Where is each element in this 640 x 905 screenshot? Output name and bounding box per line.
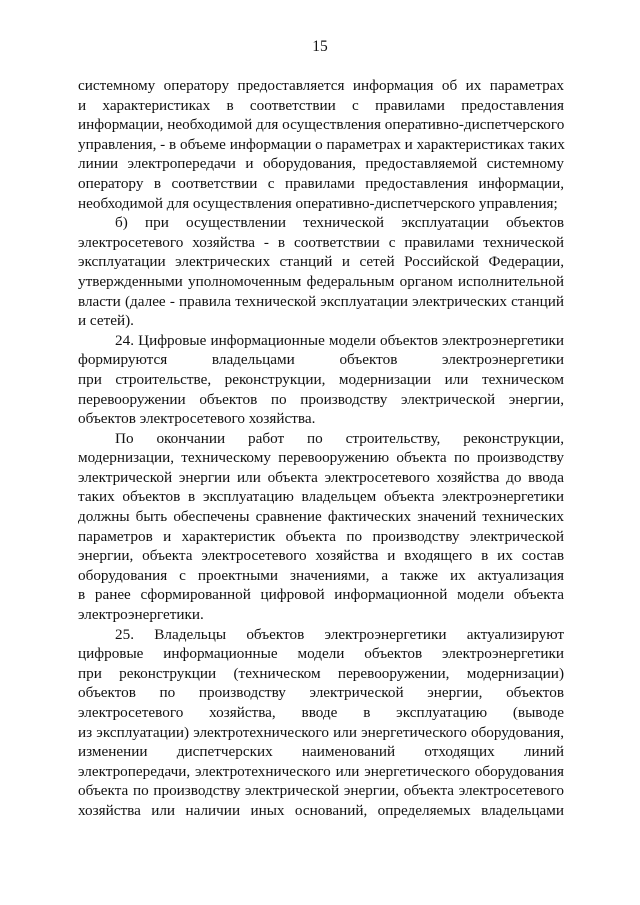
text-line: электросетевого хозяйства - в соответствии с правилами технической <box>78 233 564 251</box>
text-line: при строительстве, реконструкции, модернизации или техническом <box>78 370 564 388</box>
text-line: необходимой для осуществления оперативно-диспетчерского управления; <box>78 194 558 212</box>
text-line: и характеристиках в соответствии с правилами предоставления <box>78 96 564 114</box>
text-line: электрической энергии или объекта электросетевого хозяйства до ввода <box>78 468 564 486</box>
text-line: оператору в соответствии с правилами предоставления информации, <box>78 174 564 192</box>
text-line: цифровые информационные модели объектов электроэнергетики <box>78 645 564 663</box>
text-line: формируются владельцами объектов электроэнергетики <box>78 351 564 369</box>
text-line: объектов электросетевого хозяйства. <box>78 410 316 428</box>
text-line: электросетевого хозяйства, вводе в эксплуатацию (выводе <box>78 704 564 721</box>
text-line: По окончании работ по строительству, реконструкции, <box>115 429 564 447</box>
text-line: эксплуатации электрических станций и сетей Российской Федерации, <box>78 253 564 271</box>
text-line: объектов по производству электрической энергии, объектов <box>78 684 564 702</box>
text-line: 24. Цифровые информационные модели объектов электроэнергетики <box>115 331 564 349</box>
text-line: управления, - в объеме информации о параметрах и характеристиках таких <box>78 135 565 153</box>
text-line: изменении диспетчерских наименований отходящих линий <box>78 743 564 761</box>
text-line: в ранее сформированной цифровой информационной модели объекта <box>78 586 564 604</box>
text-line: параметров и характеристик объекта по производству электрической <box>78 527 564 545</box>
text-line: энергии, объекта электросетевого хозяйства и входящего в их состав <box>78 547 564 565</box>
text-line: и сетей). <box>78 312 134 330</box>
text-line: при реконструкции (техническом перевооружении, модернизации) <box>78 664 564 682</box>
text-line: из эксплуатации) электротехнического или энергетического оборудования, <box>78 723 564 741</box>
text-line: системному оператору предоставляется информация об их параметрах <box>78 77 564 94</box>
text-line: б) при осуществлении технической эксплуатации объектов <box>115 214 564 232</box>
text-line: линии электропередачи и оборудования, предоставляемой системному <box>78 155 564 173</box>
text-line: информации, необходимой для осуществления оперативно-диспетчерского <box>78 116 565 134</box>
text-line: электропередачи, электротехнического или энергетического оборудования <box>78 762 564 780</box>
text-line: модернизации, техническому перевооружению объекта по производству <box>78 449 564 467</box>
text-line: хозяйства или наличии иных оснований, определяемых владельцами <box>78 801 564 819</box>
text-line: объекта по производству электрической энергии, объекта электросетевого <box>78 782 564 800</box>
text-line: перевооружении объектов по производству электрической энергии, <box>78 390 564 408</box>
text-line: утвержденными уполномоченным федеральным органом исполнительной <box>78 272 564 290</box>
page-number: 15 <box>312 38 328 55</box>
document-body <box>78 76 564 821</box>
text-line: электроэнергетики. <box>78 606 204 624</box>
text-line: таких объектов в эксплуатацию владельцем объекта электроэнергетики <box>78 488 564 506</box>
text-line: должны быть обеспечены сравнение фактических значений технических <box>78 508 564 526</box>
text-line: власти (далее - правила технической эксплуатации электрических станций <box>78 292 564 310</box>
text-line: 25. Владельцы объектов электроэнергетики актуализируют <box>115 625 564 643</box>
text-line: оборудования с проектными значениями, а также их актуализация <box>78 566 564 584</box>
